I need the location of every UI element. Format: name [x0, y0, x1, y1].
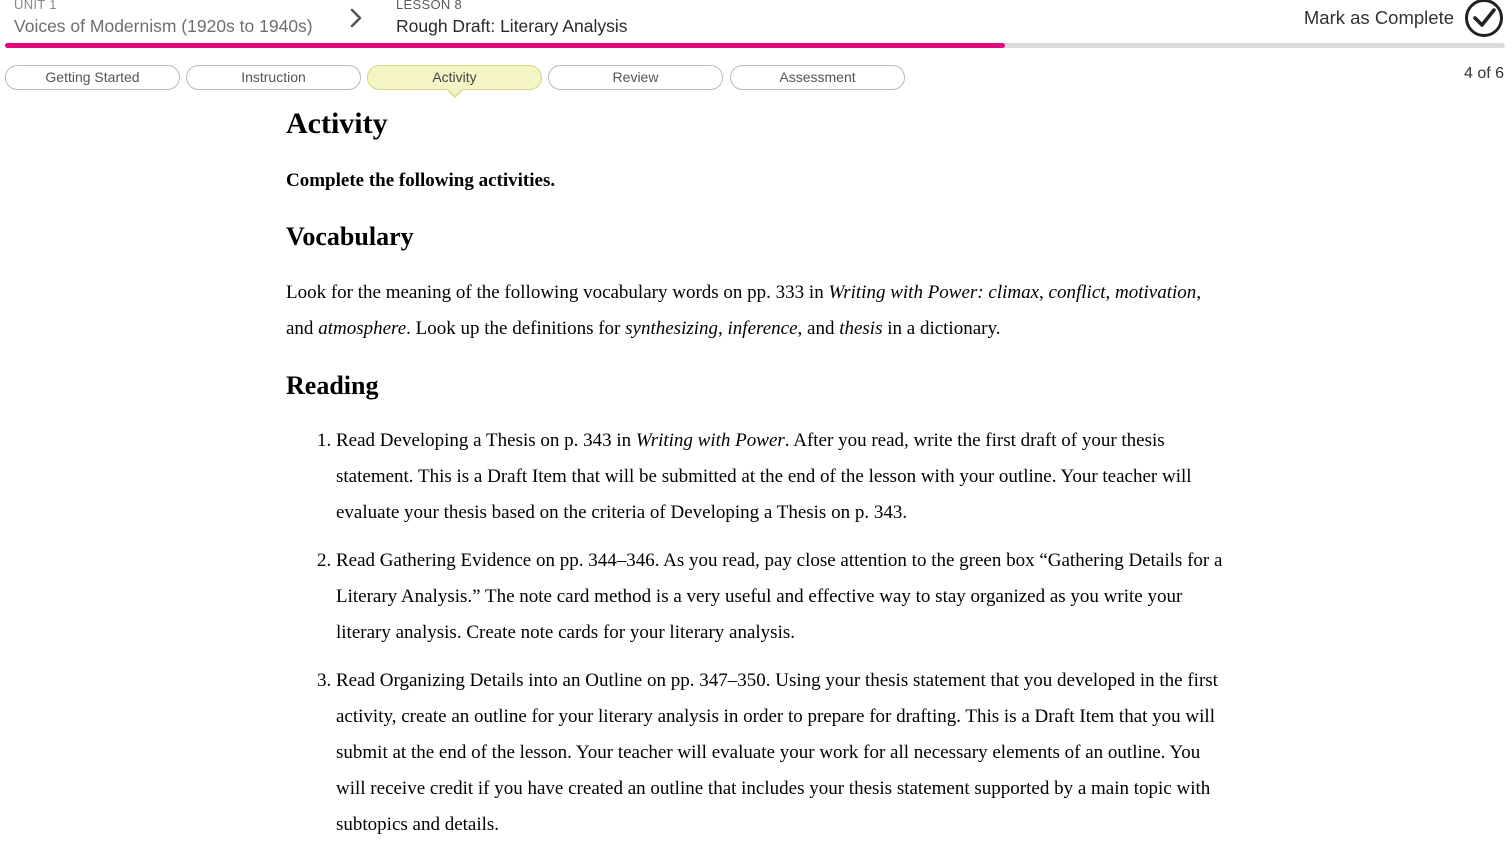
- check-circle-icon: [1464, 0, 1504, 38]
- list-item: 2. Read Gathering Evidence on pp. 344–346. As you read, pay close attention to the green box “Gathering Details for a Literary Analysis.” The note card method is a very useful and effective way to stay organized as you write your literary analysis. Create note cards for your literary analysis.: [336, 543, 1226, 651]
- page-title: Activity: [286, 107, 388, 140]
- tab-review[interactable]: Review: [548, 65, 723, 90]
- page-count: 4 of 6: [1463, 65, 1504, 82]
- chevron-right-icon: [346, 6, 366, 30]
- activity-content: [286, 104, 1226, 855]
- vocabulary-paragraph: Look for the meaning of the following vocabulary words on pp. 333 in Writing with Power: climax, conflict, motivation, and atmosphere. Look up the definitions for synthesizing, inference, and thesis in a dictionary.: [286, 282, 1202, 339]
- lesson-progress-fill: [5, 43, 1005, 48]
- lesson-header: [0, 0, 1512, 44]
- tab-activity[interactable]: Activity: [367, 65, 542, 90]
- mark-as-complete-button[interactable]: [1304, 0, 1504, 38]
- reading-heading: Reading: [286, 371, 379, 400]
- vocabulary-heading: Vocabulary: [286, 222, 414, 251]
- tab-instruction[interactable]: Instruction: [186, 65, 361, 90]
- list-item: 1. Read Developing a Thesis on p. 343 in Writing with Power. After you read, write the first draft of your thesis statement. This is a Draft Item that will be submitted at the end of the lesson with your outline. Your teacher will evaluate your thesis based on the criteria of Developing a Thesis on p. 343.: [336, 423, 1226, 531]
- reading-list: [286, 423, 1226, 843]
- intro-text: Complete the following activities.: [286, 170, 556, 191]
- lesson-progress-bar: [5, 43, 1505, 48]
- lesson-title: Rough Draft: Literary Analysis: [396, 16, 628, 36]
- unit-label: UNIT 1: [14, 0, 57, 12]
- unit-title-link[interactable]: Voices of Modernism (1920s to 1940s): [14, 16, 313, 36]
- lesson-label: LESSON 8: [396, 0, 462, 12]
- tab-getting-started[interactable]: Getting Started: [5, 65, 180, 90]
- list-item: 3. Read Organizing Details into an Outline on pp. 347–350. Using your thesis statement that you developed in the first activity, create an outline for your literary analysis in order to prepare for drafting. This is a Draft Item that you will submit at the end of the lesson. Your teacher will evaluate your work for all necessary elements of an outline. You will receive credit if you have created an outline that includes your thesis statement supported by a main topic with subtopics and details.: [336, 663, 1226, 843]
- tab-assessment[interactable]: Assessment: [730, 65, 905, 90]
- mark-as-complete-label: Mark as Complete: [1303, 7, 1454, 28]
